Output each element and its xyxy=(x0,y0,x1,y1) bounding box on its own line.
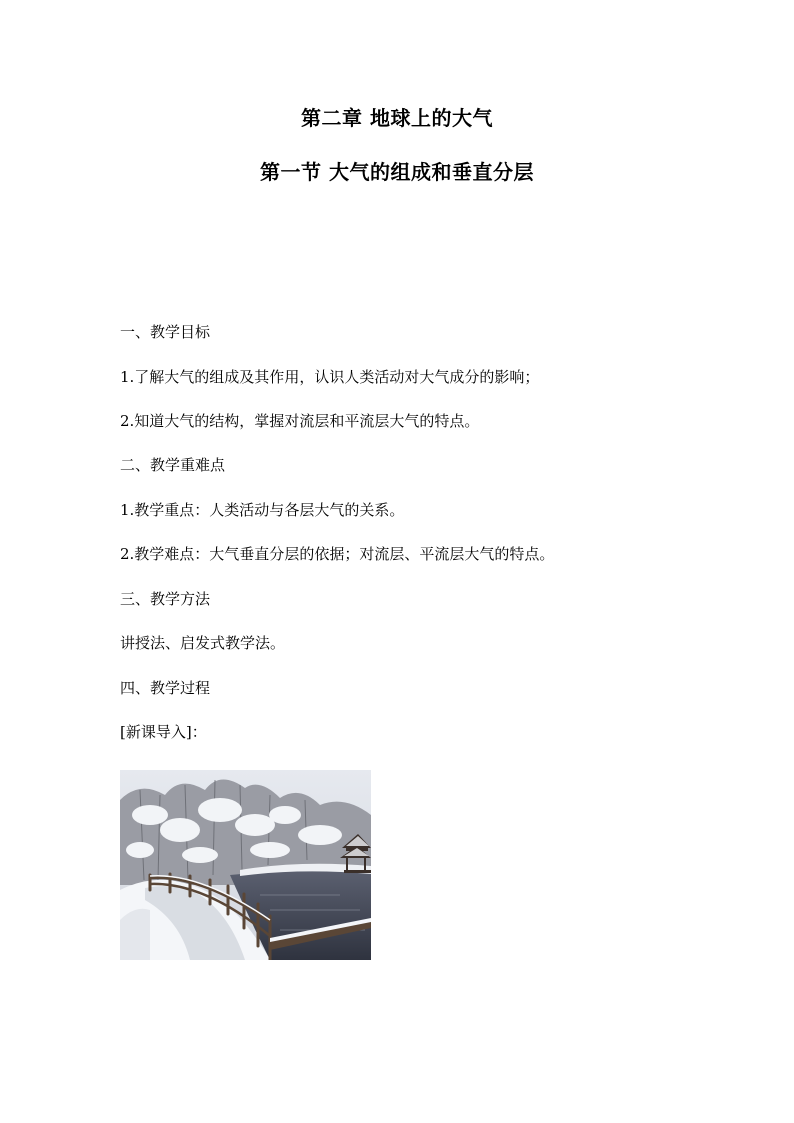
key-point-item: 1.教学重点：人类活动与各层大气的关系。 xyxy=(120,501,405,519)
snowy-lake-photo xyxy=(120,770,371,960)
new-lesson-intro-label: [新课导入]： xyxy=(120,723,207,741)
objective-item-2: 2.知道大气的结构，掌握对流层和平流层大气的特点。 xyxy=(120,412,480,430)
heading-teaching-process: 四、教学过程 xyxy=(120,679,211,697)
teaching-methods-text: 讲授法、启发式教学法。 xyxy=(120,634,286,652)
section-title: 第一节 大气的组成和垂直分层 xyxy=(260,160,534,184)
difficult-point-item: 2.教学难点：大气垂直分层的依据；对流层、平流层大气的特点。 xyxy=(120,545,555,563)
heading-key-difficult-points: 二、教学重难点 xyxy=(120,456,226,474)
objective-item-1: 1.了解大气的组成及其作用，认识人类活动对大气成分的影响； xyxy=(120,368,540,386)
heading-teaching-objectives: 一、教学目标 xyxy=(120,323,211,341)
heading-teaching-methods: 三、教学方法 xyxy=(120,590,211,608)
chapter-title: 第二章 地球上的大气 xyxy=(301,106,493,130)
